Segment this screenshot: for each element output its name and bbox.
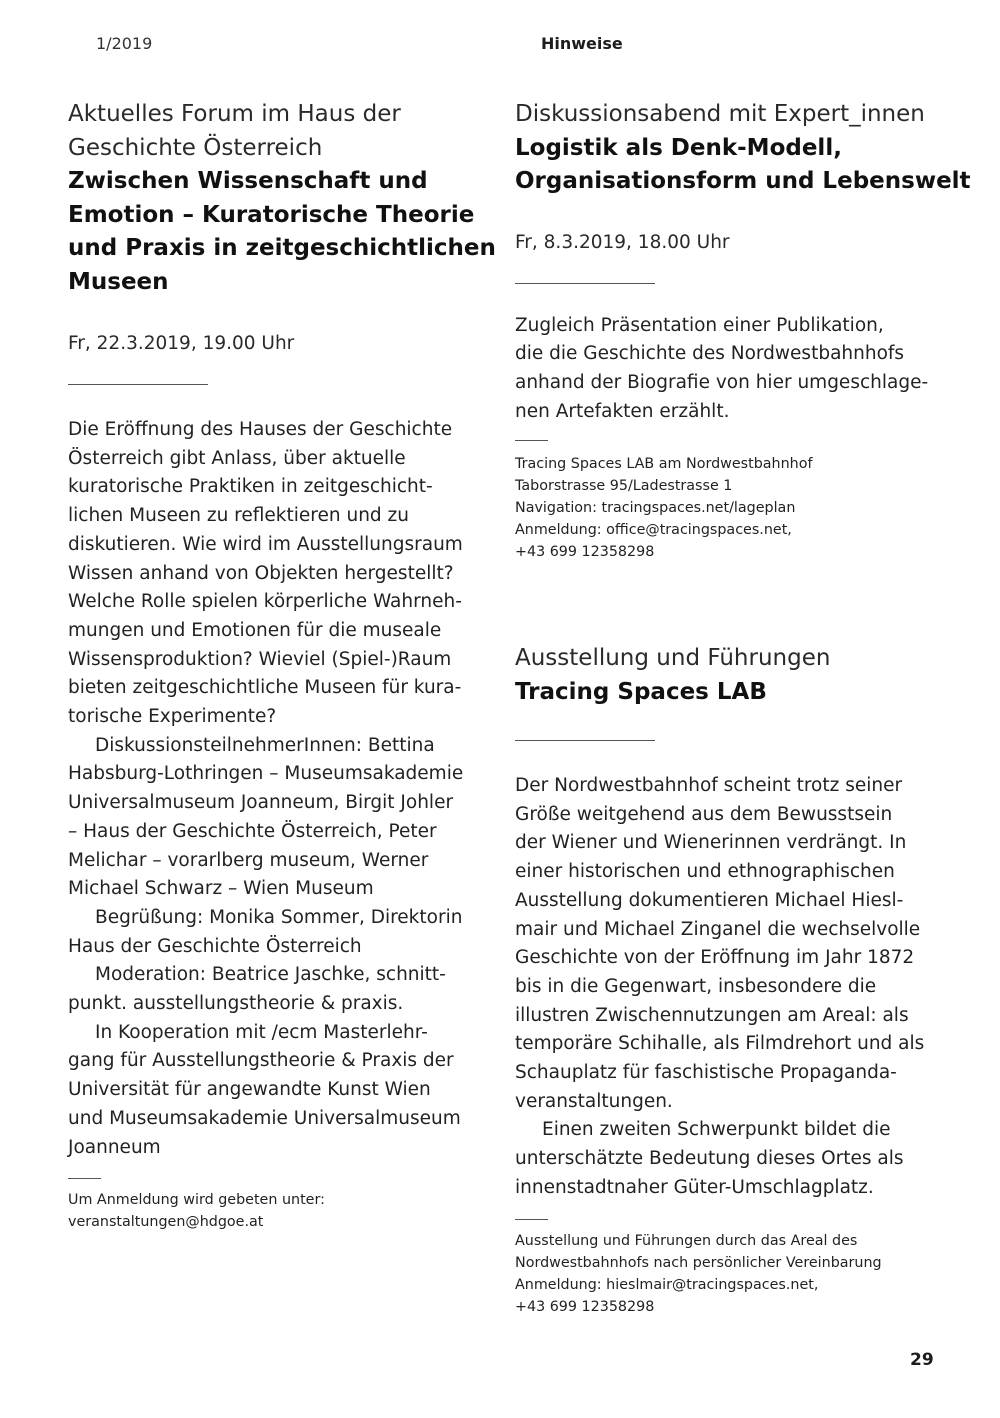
event-forum-description [68,416,488,1162]
event-exhibition-info [515,1230,945,1318]
paragraph [68,961,488,1018]
text-line: Habsburg-Lothringen – Museumsakademie [68,763,464,785]
event-forum-title [68,165,496,299]
text-line: mungen und Emotionen für die museale [68,619,442,641]
issue-number: 1/2019 [96,34,153,53]
text-line: Moderation: Beatrice Jaschke, schnitt- [95,964,446,986]
kicker-line: Ausstellung und Führungen [515,645,831,671]
text-line: Joanneum [68,1136,161,1158]
text-line: – Haus der Geschichte Österreich, Peter [68,820,437,842]
page-number: 29 [910,1350,934,1370]
event-discussion [515,98,971,563]
note-line: veranstaltungen@hdgoe.at [68,1214,264,1231]
event-exhibition-kicker [515,642,945,676]
title-line: Organisationsform und Lebenswelt [515,168,971,194]
event-discussion-description [515,312,945,427]
event-exhibition-description [515,772,945,1203]
text-line: Österreich gibt Anlass, über aktuelle [68,447,406,469]
kicker-line: Geschichte Österreich [68,134,323,161]
text-line: innenstadtnaher Güter-Umschlagplatz. [515,1176,874,1198]
text-line: anhand der Biografie von hier umgeschlage- [515,371,929,393]
text-line: Einen zweiten Schwerpunkt bildet die [542,1119,891,1141]
paragraph [515,312,945,427]
divider-short [515,440,548,441]
text-line: Geschichte von der Eröffnung im Jahr 1872 [515,947,915,969]
text-line: Universalmuseum Joanneum, Birgit Johler [68,792,454,814]
text-line: bis in die Gegenwart, insbesondere die [515,975,877,997]
event-exhibition-title [515,676,945,710]
text-line: Der Nordwestbahnhof scheint trotz seiner [515,775,903,796]
text-line: unterschätzte Bedeutung dieses Ortes als [515,1148,904,1170]
paragraph [68,416,488,732]
event-discussion-kicker [515,98,945,132]
text-line: lichen Museen zu reflektieren und zu [68,505,409,527]
text-line: die die Geschichte des Nordwestbahnhofs [515,343,905,365]
event-discussion-date: Fr, 8.3.2019, 18.00 Uhr [515,231,730,253]
divider [515,740,655,741]
paragraph [68,1019,488,1163]
event-forum-kicker [68,98,488,165]
title-line: Tracing Spaces LAB [515,678,767,705]
title-line: und Praxis in zeitgeschichtlichen [68,235,496,261]
text-line: Zugleich Präsentation einer Publikation, [515,314,884,336]
paragraph [68,732,488,904]
text-line: Universität für angewandte Kunst Wien [68,1079,431,1101]
text-line: diskutieren. Wie wird im Ausstellungsraum [68,533,463,555]
text-line: einer historischen und ethnographischen [515,861,895,883]
text-line: torische Experimente? [68,706,277,728]
note-line: Um Anmeldung wird gebeten unter: [68,1192,325,1209]
paragraph [515,772,945,1116]
info-line: Anmeldung: office@tracingspaces.net, [515,522,792,539]
text-line: Wissen anhand von Objekten hergestellt? [68,562,454,584]
text-line: In Kooperation mit /ecm Masterlehr- [95,1021,428,1043]
divider [515,283,655,284]
info-line: Nordwestbahnhofs nach persönlicher Vereinbarung [515,1254,882,1271]
event-exhibition [515,642,945,1318]
title-line: Logistik als Denk-Modell, [515,134,842,161]
title-line: Emotion – Kuratorische Theorie [68,201,475,228]
info-line: Tracing Spaces LAB am Nordwestbahnhof [515,456,813,473]
text-line: illustren Zwischennutzungen am Areal: als [515,1004,909,1026]
text-line: mair und Michael Zinganel die wechselvolle [515,918,921,940]
text-line: veranstaltungen. [515,1090,673,1112]
divider-short [68,1178,101,1179]
text-line: Ausstellung dokumentieren Michael Hiesl- [515,889,904,911]
text-line: nen Artefakten erzählt. [515,400,730,422]
info-line: Ausstellung und Führungen durch das Areal des [515,1232,858,1249]
event-forum-note [68,1189,488,1233]
text-line: punkt. ausstellungstheorie & praxis. [68,993,404,1015]
info-line: Anmeldung: hieslmair@tracingspaces.net, [515,1276,819,1293]
title-line: Museen [68,268,169,295]
divider-short [515,1219,548,1220]
text-line: Wissensproduktion? Wieviel (Spiel-)Raum [68,648,452,670]
event-discussion-info [515,453,945,563]
title-line: Zwischen Wissenschaft und [68,168,428,194]
text-line: Größe weitgehend aus dem Bewusstsein [515,803,893,825]
info-line: Taborstrasse 95/Ladestrasse 1 [515,478,733,495]
event-forum [68,98,496,1233]
text-line: Welche Rolle spielen körperliche Wahrneh- [68,591,462,613]
info-line: Navigation: tracingspaces.net/lageplan [515,500,796,517]
kicker-line: Diskussionsabend mit Expert_innen [515,101,925,127]
event-forum-date: Fr, 22.3.2019, 19.00 Uhr [68,333,295,354]
paragraph [515,1116,945,1202]
text-line: Begrüßung: Monika Sommer, Direktorin [95,906,463,928]
divider [68,384,208,385]
text-line: bieten zeitgeschichtliche Museen für kura- [68,677,462,699]
text-line: Michael Schwarz – Wien Museum [68,878,374,900]
text-line: der Wiener und Wienerinnen verdrängt. In [515,832,907,854]
event-discussion-title [515,132,971,199]
info-line: +43 699 12358298 [515,544,655,561]
section-title: Hinweise [541,34,623,53]
info-line: +43 699 12358298 [515,1298,655,1315]
text-line: kuratorische Praktiken in zeitgeschicht- [68,476,433,498]
text-line: gang für Ausstellungstheorie & Praxis der [68,1050,454,1072]
text-line: Die Eröffnung des Hauses der Geschichte [68,419,453,440]
kicker-line: Aktuelles Forum im Haus der [68,101,401,127]
text-line: Schauplatz für faschistische Propaganda- [515,1062,897,1084]
text-line: Melichar – vorarlberg museum, Werner [68,849,429,871]
text-line: DiskussionsteilnehmerInnen: Bettina [95,734,435,756]
paragraph [68,904,488,961]
text-line: Haus der Geschichte Österreich [68,935,362,957]
text-line: temporäre Schihalle, als Filmdrehort und als [515,1033,925,1055]
text-line: und Museumsakademie Universalmuseum [68,1107,461,1129]
